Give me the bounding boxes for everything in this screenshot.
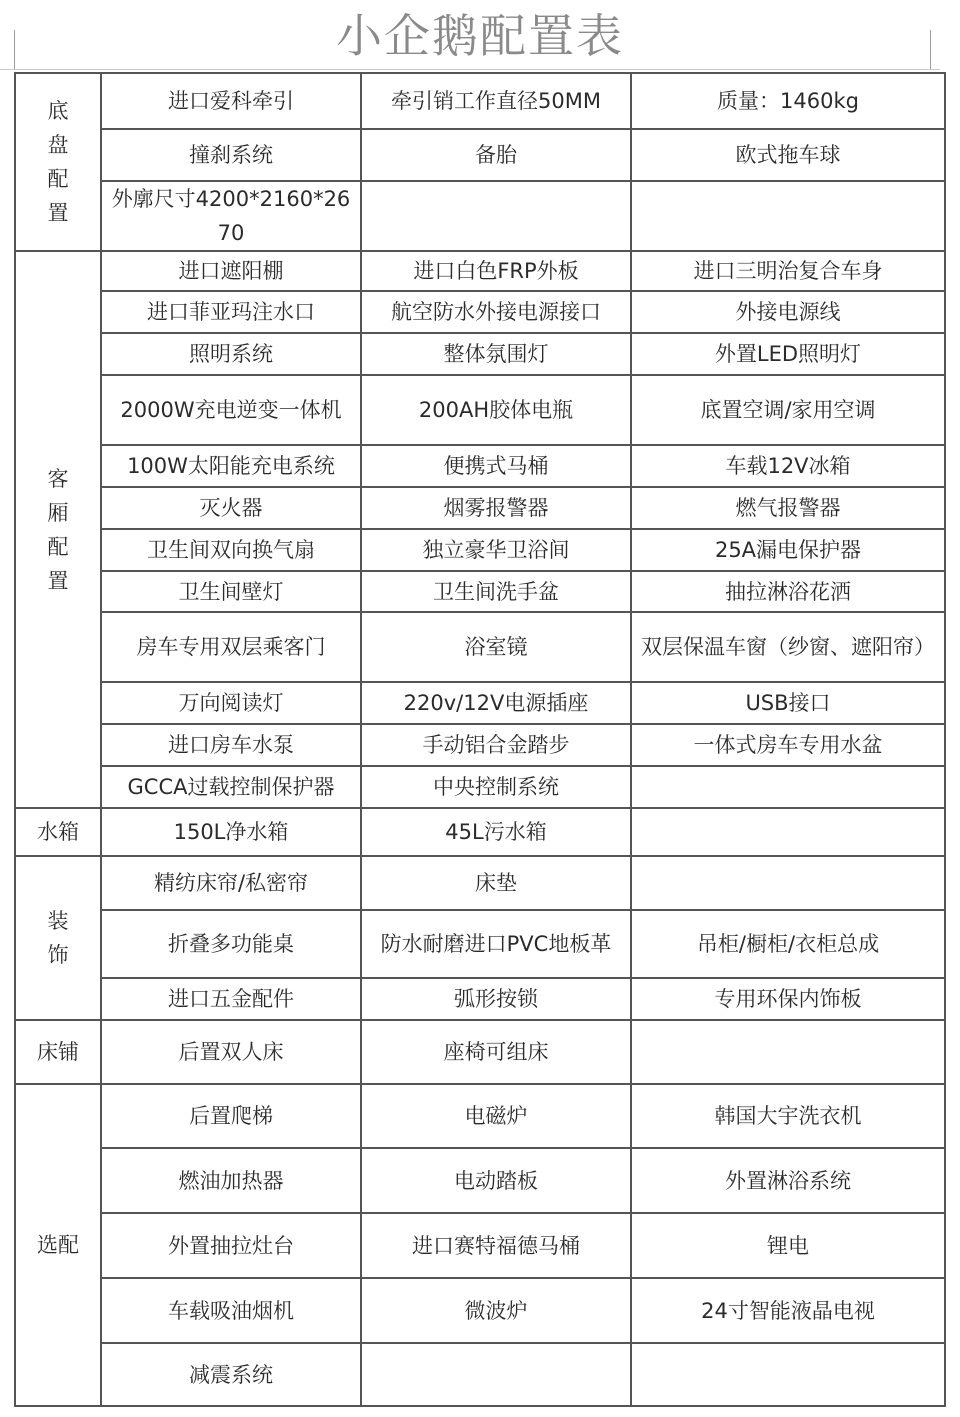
spec-cell: 150L净水箱: [101, 808, 361, 856]
spec-cell: 进口三明治复合车身: [631, 251, 945, 291]
table-row: [15, 487, 945, 529]
table-row: [15, 73, 945, 129]
spec-cell: 100W太阳能充电系统: [101, 445, 361, 487]
spec-cell: 卫生间双向换气扇: [101, 529, 361, 571]
spec-cell: 减震系统: [101, 1343, 361, 1406]
spec-cell: 进口遮阳棚: [101, 251, 361, 291]
spec-cell: 撞刹系统: [101, 129, 361, 181]
spec-cell: 进口爱科牵引: [101, 73, 361, 129]
spec-cell: 进口菲亚玛注水口: [101, 291, 361, 333]
spec-cell: 折叠多功能桌: [101, 910, 361, 978]
spec-cell: 底置空调/家用空调: [631, 375, 945, 445]
table-row: [15, 1213, 945, 1278]
spec-cell: 电磁炉: [361, 1084, 631, 1148]
spec-cell: 欧式拖车球: [631, 129, 945, 181]
spec-cell: 卫生间洗手盆: [361, 571, 631, 612]
table-row: [15, 571, 945, 612]
spec-cell: [631, 1020, 945, 1084]
spec-cell: 2000W充电逆变一体机: [101, 375, 361, 445]
spec-cell: 韩国大宇洗衣机: [631, 1084, 945, 1148]
table-row: [15, 375, 945, 445]
page-title: 小企鹅配置表: [336, 9, 624, 63]
spec-cell: [631, 856, 945, 910]
spec-cell: 双层保温车窗（纱窗、遮阳帘）: [631, 612, 945, 682]
spec-cell: 220v/12V电源插座: [361, 682, 631, 724]
spec-cell: 灭火器: [101, 487, 361, 529]
title-underline: [0, 69, 940, 70]
config-table-body: [15, 73, 945, 1406]
spec-cell: 便携式马桶: [361, 445, 631, 487]
spec-cell: 燃气报警器: [631, 487, 945, 529]
spec-cell: 外置抽拉灶台: [101, 1213, 361, 1278]
spec-cell: 房车专用双层乘客门: [101, 612, 361, 682]
table-row: [15, 529, 945, 571]
table-row: [15, 612, 945, 682]
spec-cell: 床垫: [361, 856, 631, 910]
spec-cell: 一体式房车专用水盆: [631, 724, 945, 766]
spec-cell: 座椅可组床: [361, 1020, 631, 1084]
spec-cell: 照明系统: [101, 333, 361, 375]
title-bar: [0, 0, 960, 72]
spec-cell: 微波炉: [361, 1278, 631, 1343]
spec-cell: 车载吸油烟机: [101, 1278, 361, 1343]
spec-cell: 进口五金配件: [101, 978, 361, 1020]
table-row: [15, 333, 945, 375]
spec-cell: 燃油加热器: [101, 1148, 361, 1213]
table-row: [15, 129, 945, 181]
spec-cell: 质量：1460kg: [631, 73, 945, 129]
spec-cell: 吊柜/橱柜/衣柜总成: [631, 910, 945, 978]
config-table: [14, 72, 946, 1407]
spec-cell: [631, 766, 945, 808]
spec-cell: [631, 181, 945, 251]
spec-cell: 45L污水箱: [361, 808, 631, 856]
spec-cell: [631, 808, 945, 856]
table-row: [15, 1084, 945, 1148]
table-row: [15, 1020, 945, 1084]
spec-cell: [361, 181, 631, 251]
spec-cell: 手动铝合金踏步: [361, 724, 631, 766]
spec-cell: 中央控制系统: [361, 766, 631, 808]
spec-cell: 外置LED照明灯: [631, 333, 945, 375]
table-row: [15, 682, 945, 724]
spec-cell: 烟雾报警器: [361, 487, 631, 529]
spec-cell: 精纺床帘/私密帘: [101, 856, 361, 910]
spec-cell: 外廓尺寸4200*2160*2670: [101, 181, 361, 251]
category-cell: 客厢配置: [15, 251, 101, 808]
table-row: [15, 251, 945, 291]
spec-cell: 抽拉淋浴花洒: [631, 571, 945, 612]
table-row: [15, 910, 945, 978]
spec-cell: 电动踏板: [361, 1148, 631, 1213]
title-divider-right: [930, 30, 931, 70]
table-row: [15, 1343, 945, 1406]
table-row: [15, 1148, 945, 1213]
spec-cell: 备胎: [361, 129, 631, 181]
spec-cell: 万向阅读灯: [101, 682, 361, 724]
spec-cell: 防水耐磨进口PVC地板革: [361, 910, 631, 978]
spec-cell: 后置双人床: [101, 1020, 361, 1084]
category-cell: 底盘配置: [15, 73, 101, 251]
table-row: [15, 856, 945, 910]
spec-cell: [361, 1343, 631, 1406]
spec-cell: 25A漏电保护器: [631, 529, 945, 571]
table-row: [15, 766, 945, 808]
table-row: [15, 1278, 945, 1343]
spec-cell: 外接电源线: [631, 291, 945, 333]
spec-cell: 车载12V冰箱: [631, 445, 945, 487]
spec-cell: 24寸智能液晶电视: [631, 1278, 945, 1343]
spec-cell: 专用环保内饰板: [631, 978, 945, 1020]
spec-cell: 进口房车水泵: [101, 724, 361, 766]
table-row: [15, 978, 945, 1020]
spec-cell: 200AH胶体电瓶: [361, 375, 631, 445]
spec-cell: 整体氛围灯: [361, 333, 631, 375]
spec-cell: 弧形按锁: [361, 978, 631, 1020]
category-cell: 床铺: [15, 1020, 101, 1084]
category-cell: 装饰: [15, 856, 101, 1020]
category-cell: 选配: [15, 1084, 101, 1406]
spec-cell: 进口赛特福德马桶: [361, 1213, 631, 1278]
spec-cell: 浴室镜: [361, 612, 631, 682]
spec-cell: USB接口: [631, 682, 945, 724]
table-row: [15, 808, 945, 856]
spec-cell: GCCA过载控制保护器: [101, 766, 361, 808]
table-row: [15, 291, 945, 333]
spec-cell: 独立豪华卫浴间: [361, 529, 631, 571]
spec-cell: 外置淋浴系统: [631, 1148, 945, 1213]
table-row: [15, 181, 945, 251]
spec-cell: 航空防水外接电源接口: [361, 291, 631, 333]
table-row: [15, 724, 945, 766]
spec-cell: 牵引销工作直径50MM: [361, 73, 631, 129]
table-row: [15, 445, 945, 487]
spec-cell: [631, 1343, 945, 1406]
spec-cell: 进口白色FRP外板: [361, 251, 631, 291]
spec-cell: 卫生间壁灯: [101, 571, 361, 612]
category-cell: 水箱: [15, 808, 101, 856]
spec-cell: 后置爬梯: [101, 1084, 361, 1148]
spec-cell: 锂电: [631, 1213, 945, 1278]
